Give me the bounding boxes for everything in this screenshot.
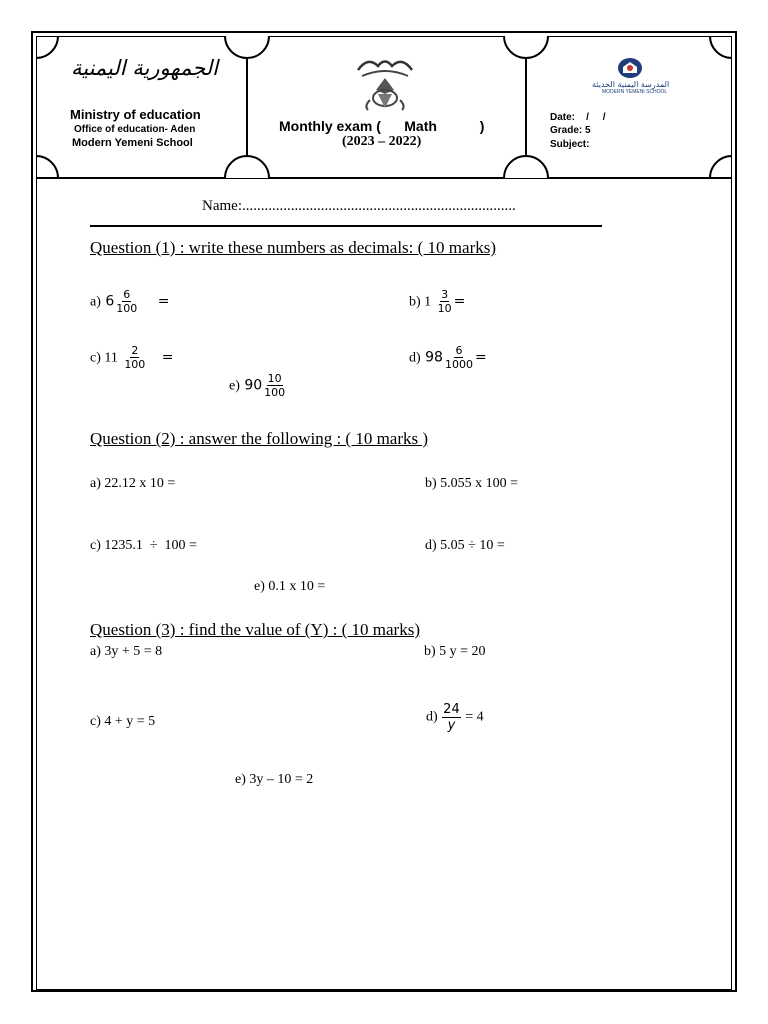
q3-item-e: e) 3y – 10 = 2 bbox=[235, 772, 314, 787]
q1-b-label: b) 1 bbox=[409, 294, 432, 310]
q1-e-denominator: 100 bbox=[264, 386, 286, 399]
q1-item-d bbox=[409, 344, 487, 371]
q1-b-denominator: 10 bbox=[437, 302, 452, 315]
q1-c-fraction bbox=[123, 344, 146, 371]
q3-d-numerator: 24 bbox=[443, 702, 460, 717]
emblem-icon bbox=[352, 54, 418, 112]
ministry-name: Ministry of education bbox=[70, 107, 201, 122]
q1-b-numerator: 3 bbox=[441, 288, 449, 301]
q1-a-numerator: 6 bbox=[123, 288, 131, 301]
q3-item-c: c) 4 + y = 5 bbox=[90, 714, 156, 729]
q1-c-label: c) 11 bbox=[90, 350, 118, 366]
q1-item-e bbox=[229, 372, 287, 399]
school-logo-arabic: المدرسة اليمنية الحديثة bbox=[592, 80, 670, 89]
grade-field: Grade: 5 bbox=[550, 125, 591, 136]
arabic-calligraphy-logo: الجمهورية اليمنية bbox=[70, 56, 219, 80]
q3-d-label: d) bbox=[426, 709, 438, 725]
exam-year: (2023 – 2022) bbox=[342, 134, 422, 149]
q3-item-d bbox=[426, 702, 484, 733]
q1-item-b bbox=[409, 288, 465, 315]
exam-title: Monthly exam ( Math ) bbox=[279, 118, 485, 134]
q1-d-denominator: 1000 bbox=[444, 358, 473, 371]
q1-a-whole: 6 bbox=[105, 293, 115, 310]
q1-c-numerator: 2 bbox=[131, 344, 139, 357]
q1-d-equals: = bbox=[474, 349, 487, 366]
q1-a-label: a) bbox=[90, 294, 101, 310]
date-field: Date: / / bbox=[550, 112, 606, 123]
q1-d-label: d) bbox=[409, 350, 421, 366]
q2-item-e: e) 0.1 x 10 = bbox=[254, 579, 326, 594]
q3-item-a: a) 3y + 5 = 8 bbox=[90, 644, 163, 659]
q1-item-c bbox=[90, 344, 174, 371]
q3-d-equals: = 4 bbox=[465, 709, 484, 725]
q1-a-denominator: 100 bbox=[116, 302, 138, 315]
school-logo-english: MODERN YEMENI SCHOOL bbox=[602, 89, 668, 95]
q1-e-numerator: 10 bbox=[267, 372, 282, 385]
q3-item-b: b) 5 y = 20 bbox=[424, 644, 486, 659]
office-name: Office of education- Aden bbox=[74, 124, 196, 135]
subject-field: Subject: bbox=[550, 139, 590, 150]
q3-d-fraction bbox=[442, 702, 461, 733]
school-name: Modern Yemeni School bbox=[72, 137, 193, 149]
q1-c-denominator: 100 bbox=[124, 358, 146, 371]
question-1-title: Question (1) : write these numbers as decimals: ( 10 marks) bbox=[90, 238, 497, 257]
q1-d-fraction bbox=[444, 344, 474, 371]
school-logo-icon bbox=[617, 57, 643, 79]
q1-c-equals: = bbox=[161, 349, 174, 366]
q2-item-d: d) 5.05 ÷ 10 = bbox=[425, 538, 505, 553]
q2-item-b: b) 5.055 x 100 = bbox=[425, 476, 519, 491]
q1-b-equals: = bbox=[453, 293, 466, 310]
name-field: Name:......................................................................... bbox=[202, 198, 516, 214]
q3-d-denominator: y bbox=[447, 718, 456, 733]
q1-d-numerator: 6 bbox=[455, 344, 463, 357]
q1-e-label: e) bbox=[229, 378, 240, 394]
q1-item-a bbox=[90, 288, 169, 315]
q1-e-whole: 90 bbox=[244, 377, 263, 394]
q2-item-a: a) 22.12 x 10 = bbox=[90, 476, 176, 491]
question-2-title: Question (2) : answer the following : ( 10 marks ) bbox=[90, 429, 429, 448]
q1-b-fraction bbox=[437, 288, 453, 315]
name-underline bbox=[90, 225, 602, 227]
q1-a-fraction bbox=[115, 288, 138, 315]
q1-e-fraction bbox=[263, 372, 286, 399]
q1-d-whole: 98 bbox=[425, 349, 443, 366]
question-3-title: Question (3) : find the value of (Y) : ( 10 marks) bbox=[90, 620, 420, 639]
q1-a-equals: = bbox=[157, 293, 170, 310]
q2-item-c: c) 1235.1 ÷ 100 = bbox=[90, 538, 197, 553]
